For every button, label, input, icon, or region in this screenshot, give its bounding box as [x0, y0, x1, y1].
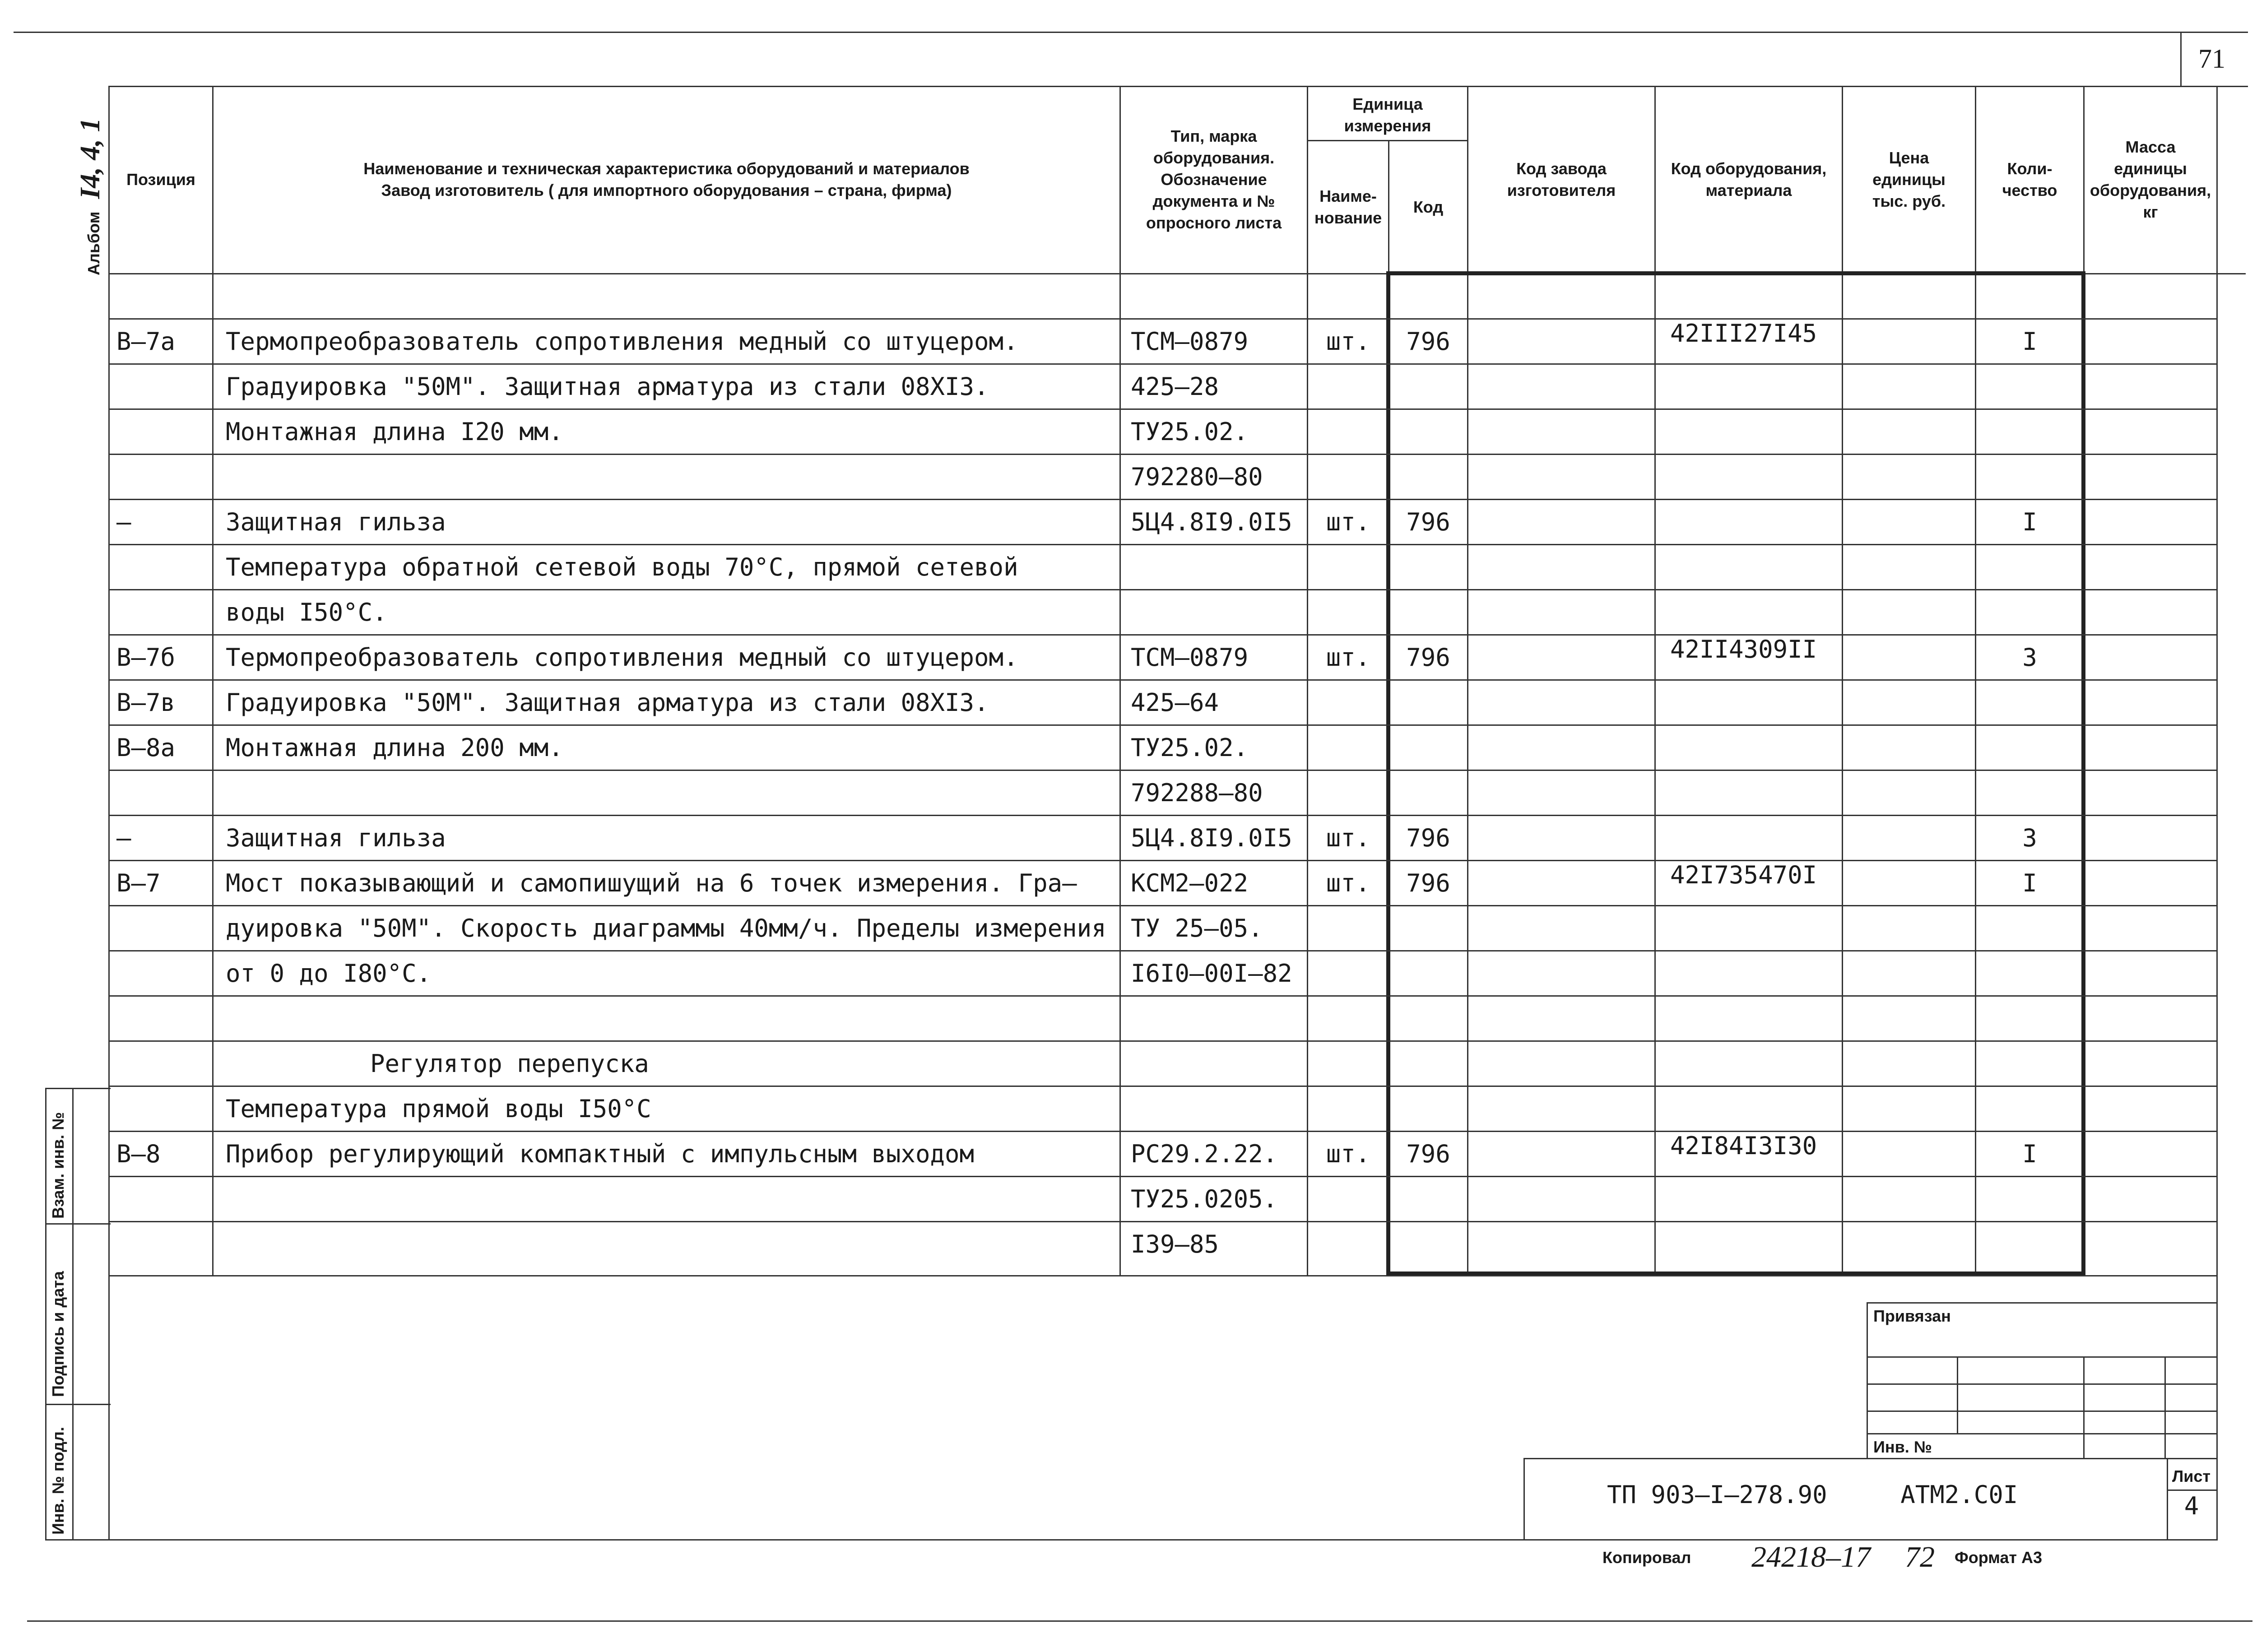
row-unit: [1308, 725, 1388, 770]
row-type: 425–64: [1131, 688, 1219, 717]
row-position: В–7а: [116, 327, 176, 356]
margin-label-signature: Подпись и дата: [49, 1271, 67, 1397]
row-name: Защитная гильза: [226, 507, 446, 536]
row-qty: 3: [2022, 823, 2037, 852]
row-name: [226, 274, 1115, 318]
row-equip-code: [1670, 816, 1842, 860]
row-position: –: [116, 823, 131, 852]
row-name: Термопреобразователь сопротивления медный со штуцером.: [226, 643, 1018, 672]
row-unit: [1308, 455, 1388, 499]
row-name: от 0 до I80°С.: [226, 959, 432, 988]
row-position: [116, 590, 211, 634]
row-type: ТУ25.02.: [1131, 417, 1249, 446]
row-unit: [1308, 770, 1388, 815]
row-unit-code: 796: [1406, 868, 1450, 897]
header-unit-code: Код: [1413, 198, 1444, 216]
row-qty: [1976, 680, 2083, 724]
row-type: КСМ2–022: [1131, 868, 1249, 897]
row-equip-code: [1670, 1177, 1842, 1221]
row-position: [116, 455, 211, 499]
row-unit-code: [1389, 274, 1467, 318]
copy-number: 24218–17: [1751, 1541, 1871, 1573]
row-unit: шт.: [1326, 1139, 1370, 1168]
header-unit-group: Единица измерения: [1344, 95, 1431, 135]
row-unit-code: [1389, 770, 1467, 815]
row-unit: [1308, 1222, 1388, 1266]
row-position: [116, 274, 211, 318]
row-unit-code: [1389, 996, 1467, 1040]
row-type: 792288–80: [1131, 778, 1263, 807]
row-position: [116, 364, 211, 408]
row-name: Монтажная длина I20 мм.: [226, 417, 563, 446]
row-name: Термопреобразователь сопротивления медный со штуцером.: [226, 327, 1018, 356]
row-position: В–7: [116, 868, 161, 897]
row-name: [226, 1222, 1115, 1266]
row-name: дуировка "50М". Скорость диаграммы 40мм/ч. Пределы измерения: [226, 914, 1106, 942]
row-unit-code: [1389, 409, 1467, 454]
row-unit-code: 796: [1406, 327, 1450, 356]
row-unit-code: [1389, 1222, 1467, 1266]
row-unit-code: 796: [1406, 507, 1450, 536]
row-type: ТУ 25–05.: [1131, 914, 1263, 942]
row-qty: [1976, 409, 2083, 454]
row-equip-code: [1670, 274, 1842, 318]
copy-page: 72: [1905, 1541, 1935, 1573]
row-unit-code: [1389, 1086, 1467, 1131]
row-position: [116, 906, 211, 950]
row-equip-code: 42I84I3I30: [1670, 1132, 1817, 1160]
row-unit-code: [1389, 725, 1467, 770]
album-label: Альбом I4, 4, 1: [75, 118, 106, 275]
row-unit-code: [1389, 455, 1467, 499]
margin-label-original: Инв. № подл.: [49, 1427, 67, 1535]
row-name: Прибор регулирующий компактный с импульсным выходом: [226, 1139, 975, 1168]
row-name: Температура обратной сетевой воды 70°С, прямой сетевой: [226, 552, 1018, 581]
row-unit: [1308, 951, 1388, 995]
row-qty: I: [2022, 327, 2037, 356]
row-unit: шт.: [1326, 327, 1370, 356]
row-unit: [1308, 274, 1388, 318]
row-type: I6I0–00I–82: [1131, 959, 1292, 988]
row-equip-code: [1670, 996, 1842, 1040]
row-type: I39–85: [1131, 1230, 1219, 1258]
row-unit-code: [1389, 680, 1467, 724]
row-type: [1131, 545, 1305, 589]
row-equip-code: [1670, 1041, 1842, 1086]
row-qty: I: [2022, 1139, 2037, 1168]
row-equip-code: [1670, 1222, 1842, 1266]
header-unit-name: Наиме- нование: [1314, 187, 1382, 227]
row-position: В–7в: [116, 688, 176, 717]
row-qty: [1976, 906, 2083, 950]
row-type: 792280–80: [1131, 462, 1263, 491]
row-unit-code: [1389, 545, 1467, 589]
row-type: [1131, 590, 1305, 634]
row-name: [226, 455, 1115, 499]
row-name: [226, 996, 1115, 1040]
row-unit-code: [1389, 1177, 1467, 1221]
row-type: [1131, 996, 1305, 1040]
header-equip-code: Код оборудования, материала: [1671, 159, 1827, 200]
row-equip-code: [1670, 770, 1842, 815]
row-unit: [1308, 1041, 1388, 1086]
row-qty: 3: [2022, 643, 2037, 672]
row-type: 5Ц4.8I9.0I5: [1131, 823, 1292, 852]
row-position: [116, 409, 211, 454]
row-equip-code: [1670, 545, 1842, 589]
row-name: Мост показывающий и самопишущий на 6 точек измерения. Гра–: [226, 868, 1077, 897]
row-type: 5Ц4.8I9.0I5: [1131, 507, 1292, 536]
row-unit: [1308, 590, 1388, 634]
header-qty: Коли- чество: [2002, 159, 2057, 200]
row-name: [226, 1177, 1115, 1221]
row-type: [1131, 1041, 1305, 1086]
row-type: ТУ25.02.: [1131, 733, 1249, 762]
row-qty: [1976, 770, 2083, 815]
row-unit: [1308, 1086, 1388, 1131]
row-position: [116, 951, 211, 995]
row-position: [116, 1041, 211, 1086]
row-qty: I: [2022, 868, 2037, 897]
row-equip-code: [1670, 906, 1842, 950]
row-type: [1131, 1086, 1305, 1131]
row-name: [226, 770, 1115, 815]
sheet-number: 4: [2184, 1492, 2199, 1520]
row-type: ТСМ–0879: [1131, 327, 1249, 356]
row-qty: [1976, 590, 2083, 634]
row-unit-code: [1389, 906, 1467, 950]
row-equip-code: [1670, 500, 1842, 544]
row-name: Защитная гильза: [226, 823, 446, 852]
row-unit: [1308, 996, 1388, 1040]
margin-label-replace: Взам. инв. №: [49, 1112, 67, 1219]
row-unit-code: 796: [1406, 823, 1450, 852]
row-unit: [1308, 1177, 1388, 1221]
row-type: ТУ25.0205.: [1131, 1184, 1278, 1213]
row-unit: шт.: [1326, 823, 1370, 852]
row-unit: [1308, 364, 1388, 408]
row-equip-code: 42I735470I: [1670, 861, 1817, 889]
row-position: [116, 996, 211, 1040]
row-position: –: [116, 507, 131, 536]
row-position: В–7б: [116, 643, 176, 672]
row-qty: [1976, 951, 2083, 995]
row-unit: шт.: [1326, 868, 1370, 897]
row-unit-code: 796: [1406, 643, 1450, 672]
row-unit: [1308, 906, 1388, 950]
row-equip-code: [1670, 455, 1842, 499]
row-name: Монтажная длина 200 мм.: [226, 733, 563, 762]
row-qty: [1976, 1177, 2083, 1221]
row-equip-code: [1670, 725, 1842, 770]
row-position: В–8а: [116, 733, 176, 762]
row-equip-code: [1670, 590, 1842, 634]
row-position: [116, 1086, 211, 1131]
header-plant-code: Код завода изготовителя: [1507, 159, 1616, 200]
row-qty: [1976, 996, 2083, 1040]
row-type: ТСМ–0879: [1131, 643, 1249, 672]
row-name: Градуировка "50М". Защитная арматура из стали 08ХI3.: [226, 688, 989, 717]
row-type: 425–28: [1131, 372, 1219, 401]
row-unit-code: [1389, 590, 1467, 634]
sheet-label: Лист: [2172, 1467, 2211, 1485]
header-position: Позиция: [126, 170, 195, 189]
row-unit-code: [1389, 951, 1467, 995]
album-suffix: , 4, 1: [75, 118, 106, 174]
row-position: [116, 1177, 211, 1221]
row-name: Градуировка "50М". Защитная арматура из стали 08ХI3.: [226, 372, 989, 401]
row-equip-code: [1670, 364, 1842, 408]
row-qty: [1976, 1222, 2083, 1266]
row-name: Регулятор перепуска: [370, 1049, 649, 1078]
copied-label: Копировал: [1602, 1548, 1691, 1567]
row-name: Температура прямой воды I50°С: [226, 1094, 651, 1123]
row-equip-code: 42II4309II: [1670, 635, 1817, 664]
row-qty: [1976, 1041, 2083, 1086]
row-qty: [1976, 545, 2083, 589]
row-type: [1131, 274, 1305, 318]
stamp-bound-label: Привязан: [1873, 1307, 1951, 1325]
row-unit-code: [1389, 364, 1467, 408]
row-equip-code: [1670, 951, 1842, 995]
row-qty: [1976, 455, 2083, 499]
header-price: Цена единицы тыс. руб.: [1872, 148, 1946, 210]
header-name: Наименование и техническая характеристика оборудований и материалов Завод изготовитель ( для импортного оборудования – страна, фирма): [363, 159, 970, 200]
row-type: РС29.2.22.: [1131, 1139, 1278, 1168]
page-number: 71: [2198, 43, 2225, 74]
row-unit: [1308, 409, 1388, 454]
row-equip-code: 42III27I45: [1670, 319, 1817, 348]
row-unit: шт.: [1326, 643, 1370, 672]
row-qty: [1976, 725, 2083, 770]
row-qty: [1976, 274, 2083, 318]
document-designation: ТП 903–I–278.90 АТМ2.С0I: [1607, 1480, 2018, 1509]
row-position: [116, 1222, 211, 1266]
format-label: Формат А3: [1955, 1548, 2043, 1567]
row-position: [116, 770, 211, 815]
album-number: I4: [75, 174, 106, 199]
row-qty: [1976, 1086, 2083, 1131]
row-unit: [1308, 680, 1388, 724]
row-qty: I: [2022, 507, 2037, 536]
row-equip-code: [1670, 409, 1842, 454]
stamp-inv-label: Инв. №: [1873, 1438, 1932, 1456]
row-equip-code: [1670, 1086, 1842, 1131]
row-position: [116, 545, 211, 589]
header-type: Тип, марка оборудования. Обозначение документа и № опросного листа: [1146, 126, 1282, 232]
row-position: В–8: [116, 1139, 161, 1168]
row-qty: [1976, 364, 2083, 408]
row-name: воды I50°С.: [226, 598, 387, 626]
row-unit: шт.: [1326, 507, 1370, 536]
row-unit-code: 796: [1406, 1139, 1450, 1168]
header-mass: Масса единицы оборудования, кг: [2090, 137, 2211, 221]
row-equip-code: [1670, 680, 1842, 724]
row-unit-code: [1389, 1041, 1467, 1086]
row-unit: [1308, 545, 1388, 589]
